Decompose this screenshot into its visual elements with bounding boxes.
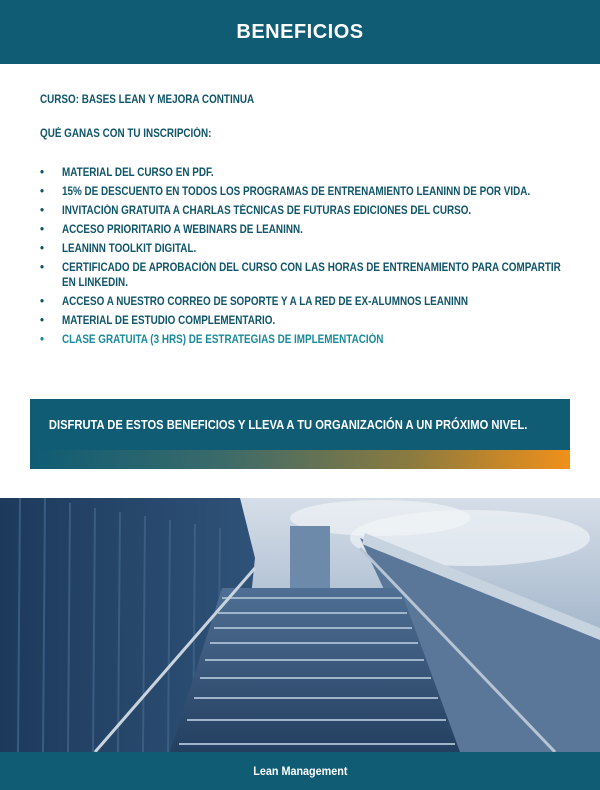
- staircase-illustration: [0, 498, 600, 752]
- bullet-icon: •: [40, 224, 45, 236]
- list-item: [40, 314, 562, 329]
- page-title: BENEFICIOS: [236, 20, 364, 43]
- list-item: [40, 333, 562, 348]
- bullet-icon: •: [40, 167, 45, 179]
- list-item-text: ACCESO A NUESTRO CORREO DE SOPORTE Y A LA RED DE EX-ALUMNOS LEANINN: [62, 296, 469, 308]
- gradient-bar: [30, 450, 570, 469]
- cta-banner-text: DISFRUTA DE ESTOS BENEFICIOS Y LLEVA A TU ORGANIZACIÓN A UN PRÓXIMO NIVEL.: [48, 417, 528, 432]
- list-item: [40, 223, 562, 238]
- list-item: [40, 204, 562, 219]
- benefits-content: [40, 94, 562, 352]
- bullet-icon: •: [40, 296, 45, 308]
- bullet-icon: •: [40, 243, 45, 255]
- list-item-text: INVITACIÓN GRATUITA A CHARLAS TÉCNICAS DE FUTURAS EDICIONES DEL CURSO.: [62, 205, 472, 217]
- bullet-icon: •: [40, 186, 45, 198]
- list-item-text: 15% DE DESCUENTO EN TODOS LOS PROGRAMAS DE ENTRENAMIENTO LEANINN DE POR VIDA.: [62, 186, 531, 198]
- page-header: [0, 0, 600, 64]
- list-item-text: ACCESO PRIORITARIO A WEBINARS DE LEANINN.: [62, 224, 303, 236]
- footer-text: Lean Management: [252, 764, 348, 778]
- benefits-list: [40, 166, 562, 348]
- list-item-text: LEANINN TOOLKIT DIGITAL.: [62, 243, 197, 255]
- list-item-text: MATERIAL DEL CURSO EN PDF.: [62, 167, 214, 179]
- page-footer: [0, 752, 600, 790]
- list-item: [40, 261, 562, 291]
- list-item: [40, 185, 562, 200]
- course-label: CURSO: BASES LEAN Y MEJORA CONTINUA: [40, 94, 255, 106]
- list-item: [40, 242, 562, 257]
- list-item-text: CERTIFICADO DE APROBACIÓN DEL CURSO CON LAS HORAS DE ENTRENAMIENTO PARA COMPARTIR EN LINKEDIN.: [62, 262, 561, 289]
- cta-banner: [30, 399, 570, 450]
- staircase-photo: [0, 498, 600, 752]
- list-item: [40, 166, 562, 181]
- bullet-icon: •: [40, 334, 45, 346]
- list-item-text: MATERIAL DE ESTUDIO COMPLEMENTARIO.: [62, 315, 276, 327]
- bullet-icon: •: [40, 315, 45, 327]
- gains-heading: QUÉ GANAS CON TU INSCRIPCIÓN:: [40, 128, 212, 140]
- bullet-icon: •: [40, 262, 45, 274]
- list-item-text: CLASE GRATUITA (3 HRS) DE ESTRATEGIAS DE IMPLEMENTACIÓN: [62, 334, 384, 346]
- list-item: [40, 295, 562, 310]
- bullet-icon: •: [40, 205, 45, 217]
